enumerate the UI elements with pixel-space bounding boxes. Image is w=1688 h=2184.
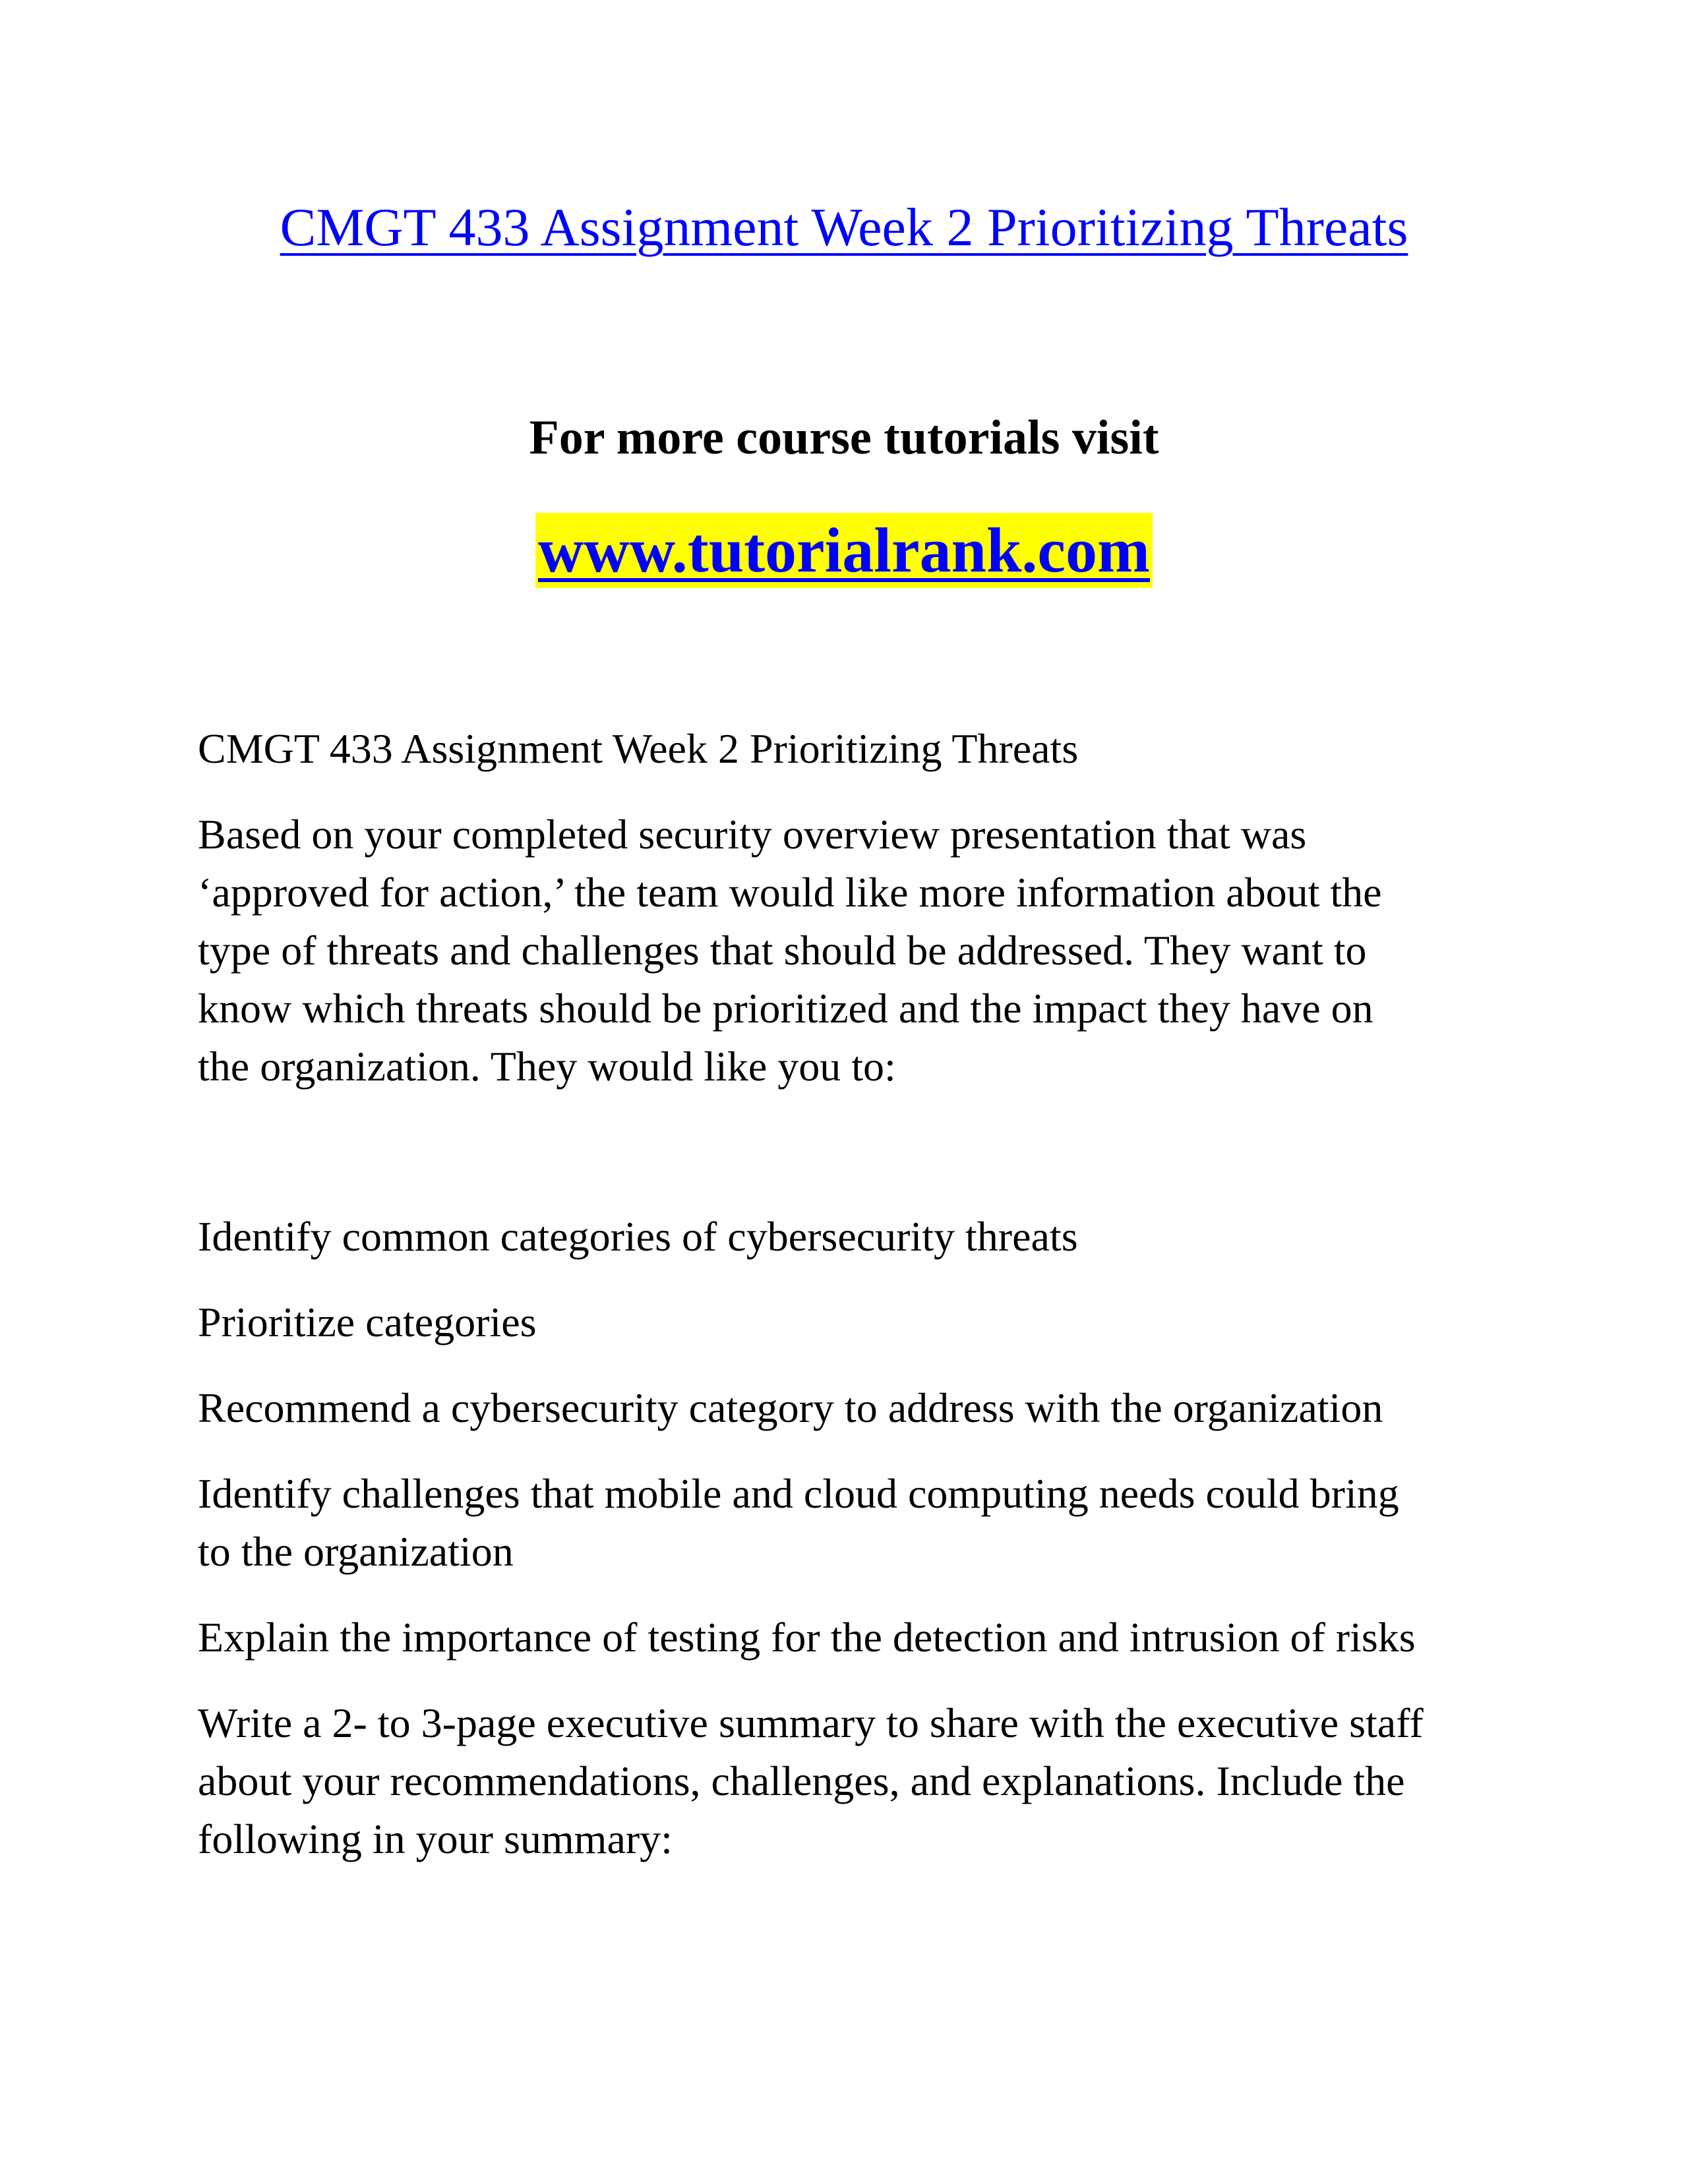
task-line: Identify common categories of cybersecurity threats <box>198 1213 1078 1260</box>
heading-line: CMGT 433 Assignment Week 2 Prioritizing Threats <box>198 725 1079 772</box>
site-link-wrapper <box>0 513 1688 588</box>
task-line: Identify challenges that mobile and cloud computing needs could bring <box>198 1470 1399 1517</box>
assignment-heading <box>198 720 1517 778</box>
intro-line: Based on your completed security overview presentation that was <box>198 811 1307 858</box>
visit-text: For more course tutorials visit <box>529 411 1159 465</box>
task-item <box>198 1379 1517 1437</box>
summary-paragraph <box>198 1694 1517 1868</box>
intro-line: ‘approved for action,’ the team would like more information about the <box>198 869 1382 916</box>
summary-line: following in your summary: <box>198 1815 673 1862</box>
task-item <box>198 1608 1517 1667</box>
task-line: Recommend a cybersecurity category to address with the organization <box>198 1384 1383 1431</box>
task-line: Prioritize categories <box>198 1299 537 1345</box>
intro-line: know which threats should be prioritized and the impact they have on <box>198 985 1373 1032</box>
site-link[interactable]: www.tutorialrank.com <box>535 513 1153 588</box>
task-line: to the organization <box>198 1528 514 1575</box>
intro-line: the organization. They would like you to: <box>198 1043 896 1090</box>
summary-line: Write a 2- to 3-page executive summary to share with the executive staff <box>198 1699 1424 1746</box>
task-line: Explain the importance of testing for the detection and intrusion of risks <box>198 1614 1416 1661</box>
intro-paragraph <box>198 806 1517 1096</box>
intro-line: type of threats and challenges that should be addressed. They want to <box>198 927 1367 974</box>
title-link[interactable]: CMGT 433 Assignment Week 2 Prioritizing Threats <box>280 197 1408 257</box>
task-item <box>198 1465 1517 1581</box>
summary-line: about your recommendations, challenges, and explanations. Include the <box>198 1757 1405 1804</box>
task-item <box>198 1208 1517 1266</box>
task-item <box>198 1293 1517 1351</box>
